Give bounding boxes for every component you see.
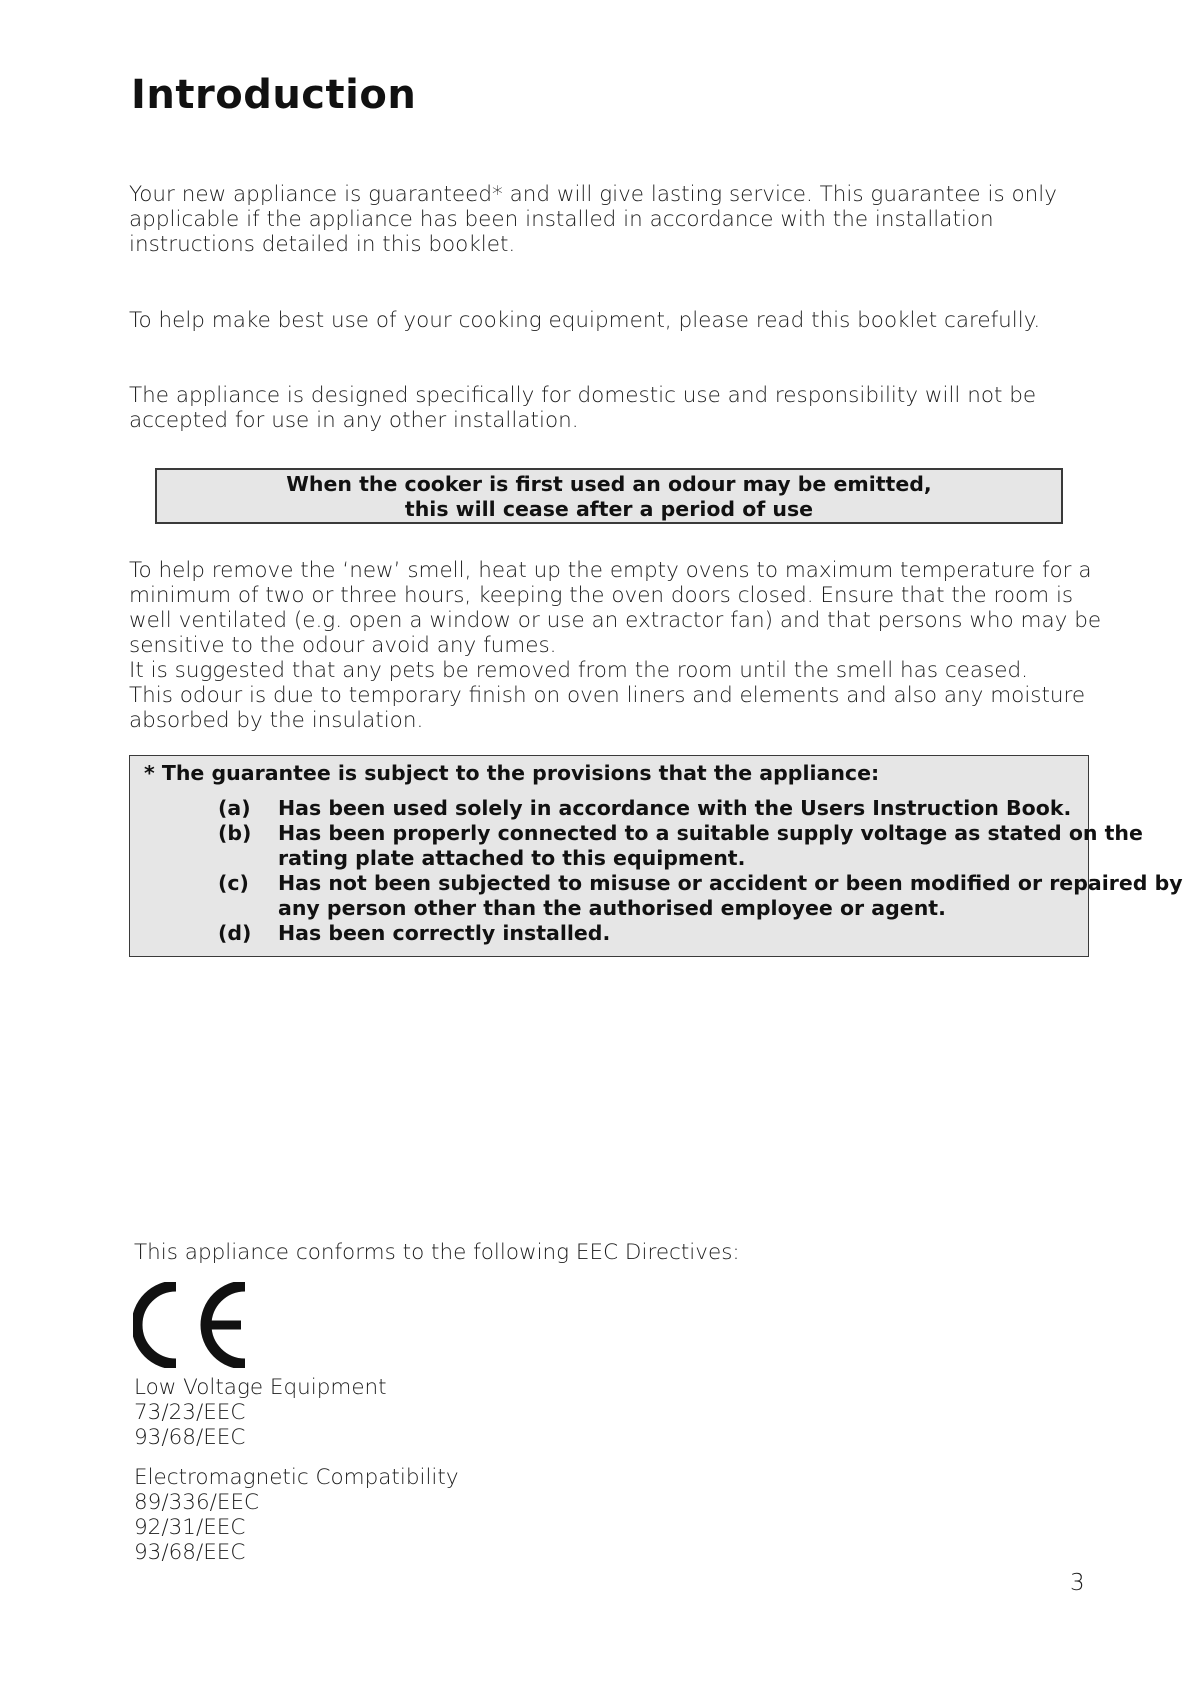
guarantee-heading: * The guarantee is subject to the provisions that the appliance: bbox=[144, 761, 880, 785]
text-line: absorbed by the insulation. bbox=[129, 708, 424, 733]
item-marker: (b) bbox=[218, 821, 252, 845]
read-booklet-paragraph bbox=[129, 308, 1109, 333]
directives-intro: This appliance conforms to the following EEC Directives: bbox=[134, 1240, 740, 1265]
text-line: To help make best use of your cooking equipment, please read this booklet carefully. bbox=[129, 308, 1041, 333]
text-line: applicable if the appliance has been installed in accordance with the installation bbox=[129, 207, 994, 232]
directive-group-emc bbox=[134, 1465, 459, 1565]
directive-code: 93/68/EEC bbox=[134, 1425, 246, 1450]
text-line: instructions detailed in this booklet. bbox=[129, 232, 516, 257]
item-line: Has been correctly installed. bbox=[278, 921, 611, 945]
directive-code: 73/23/EEC bbox=[134, 1400, 246, 1425]
guarantee-conditions-box bbox=[129, 755, 1183, 957]
item-line: Has been used solely in accordance with the Users Instruction Book. bbox=[278, 796, 1072, 820]
text-line: This odour is due to temporary finish on oven liners and elements and also any moisture bbox=[129, 683, 1086, 708]
directive-group-low-voltage bbox=[134, 1375, 387, 1450]
item-marker: (c) bbox=[218, 871, 249, 895]
notice-line: this will cease after a period of use bbox=[404, 497, 814, 521]
directive-code: 89/336/EEC bbox=[134, 1490, 260, 1515]
directive-title: Low Voltage Equipment bbox=[134, 1375, 387, 1400]
ce-mark-c bbox=[137, 1286, 176, 1364]
item-text bbox=[278, 821, 1143, 871]
domestic-use-paragraph bbox=[129, 383, 1109, 433]
guarantee-paragraph bbox=[129, 182, 1109, 257]
text-line: minimum of two or three hours, keeping the oven doors closed. Ensure that the room is bbox=[129, 583, 1074, 608]
ce-mark-e-bar bbox=[211, 1321, 241, 1330]
page-title: Introduction bbox=[131, 72, 417, 118]
text-line: Your new appliance is guaranteed* and will give lasting service. This guarantee is only bbox=[129, 182, 1057, 207]
ce-mark-logo bbox=[133, 1282, 253, 1368]
item-text bbox=[278, 871, 1183, 921]
text-line: sensitive to the odour avoid any fumes. bbox=[129, 633, 557, 658]
text-line: accepted for use in any other installation. bbox=[129, 408, 579, 433]
item-marker: (d) bbox=[218, 921, 252, 945]
item-marker: (a) bbox=[218, 796, 251, 820]
text-line: well ventilated (e.g. open a window or use an extractor fan) and that persons who may be bbox=[129, 608, 1102, 633]
page-number: 3 bbox=[1070, 1570, 1085, 1596]
odour-notice-box bbox=[155, 468, 1063, 524]
notice-line: When the cooker is first used an odour may be emitted, bbox=[286, 472, 932, 496]
item-line: Has not been subjected to misuse or accident or been modified or repaired by bbox=[278, 871, 1183, 895]
directive-code: 92/31/EEC bbox=[134, 1515, 246, 1540]
item-text bbox=[278, 921, 1098, 946]
item-line: Has been properly connected to a suitable supply voltage as stated on the bbox=[278, 821, 1143, 845]
text-line: The appliance is designed specifically for domestic use and responsibility will not be bbox=[129, 383, 1037, 408]
item-text bbox=[278, 796, 1098, 821]
text-line: To help remove the ‘new’ smell, heat up the empty ovens to maximum temperature for a bbox=[129, 558, 1092, 583]
directive-code: 93/68/EEC bbox=[134, 1540, 246, 1565]
item-line: any person other than the authorised employee or agent. bbox=[278, 896, 946, 920]
item-line: rating plate attached to this equipment. bbox=[278, 846, 746, 870]
text-line: It is suggested that any pets be removed from the room until the smell has ceased. bbox=[129, 658, 1028, 683]
directive-title: Electromagnetic Compatibility bbox=[134, 1465, 459, 1490]
smell-paragraph bbox=[129, 558, 1109, 733]
